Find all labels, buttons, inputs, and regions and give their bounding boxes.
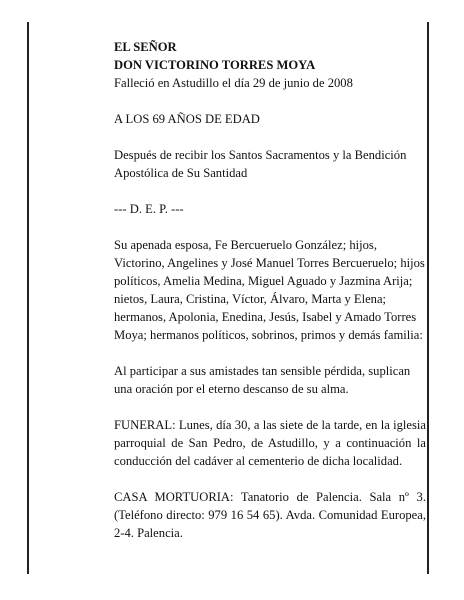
death-info: Falleció en Astudillo el día 29 de junio de 2008	[114, 76, 353, 90]
right-border-line	[427, 22, 429, 574]
family-paragraph: Su apenada esposa, Fe Bercueruelo González; hijos, Victorino, Angelines y José Manuel Torres Bercueruelo; hijos políticos, Amelia Medina, Miguel Aguado y Jazmina Arija; nietos, Laura, Cristina, Víctor, Álvaro, Marta y Elena; hermanos, Apolonia, Enedina, Jesús, Isabel y Amado Torres Moya; hermanos políticos, sobrinos, primos y demás familia:	[114, 238, 425, 342]
mortuary-paragraph: CASA MORTUORIA: Tanatorio de Palencia. Sala nº 3. (Teléfono directo: 979 16 54 65). Avda. Comunidad Europea, 2-4. Palencia.	[114, 490, 426, 540]
funeral-paragraph: FUNERAL: Lunes, día 30, a las siete de la tarde, en la iglesia parroquial de San Pedro, de Astudillo, y a continuación la conducción del cadáver al cementerio de dicha localidad.	[114, 418, 426, 468]
obituary-notice	[114, 38, 426, 542]
request-paragraph: Al participar a sus amistades tan sensible pérdida, suplican una oración por el eterno descanso de su alma.	[114, 364, 411, 396]
left-border-line	[27, 22, 29, 574]
rip-line: --- D. E. P. ---	[114, 202, 184, 216]
sacraments-line: Después de recibir los Santos Sacramentos y la Bendición Apostólica de Su Santidad	[114, 148, 407, 180]
age-line: A LOS 69 AÑOS DE EDAD	[114, 112, 260, 126]
title-line-1: EL SEÑOR	[114, 40, 177, 54]
deceased-name: DON VICTORINO TORRES MOYA	[114, 58, 316, 72]
